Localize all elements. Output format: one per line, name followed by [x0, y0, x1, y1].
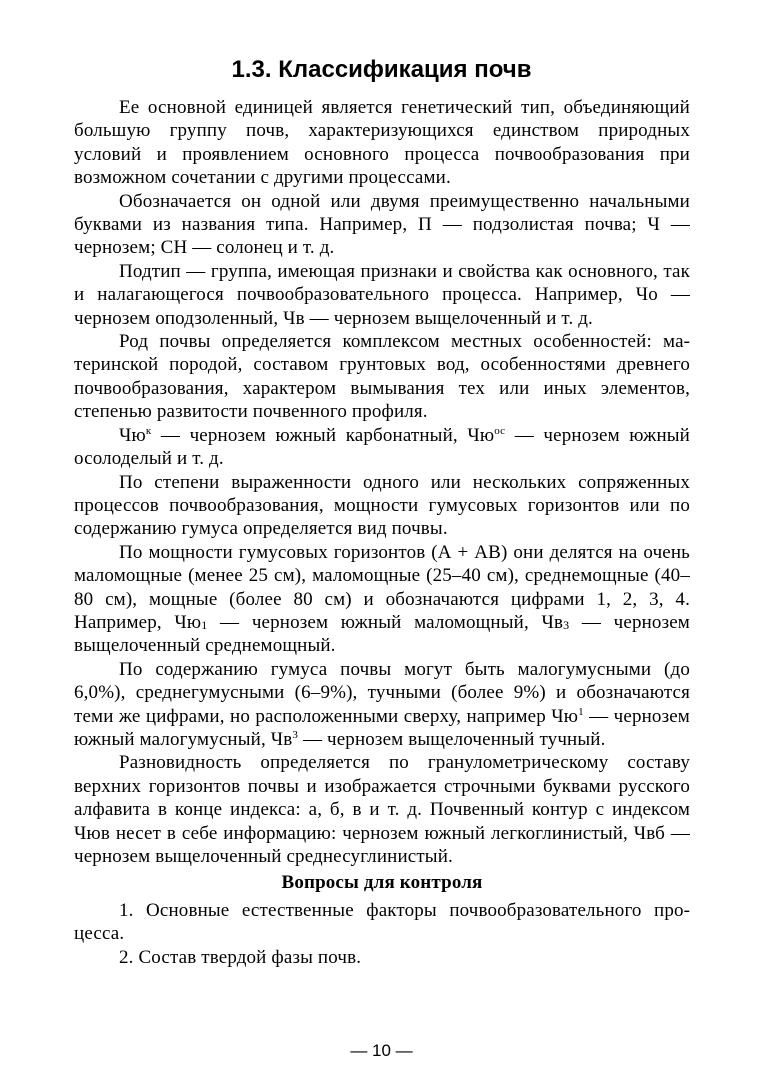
question-item: 2. Состав твердой фазы почв. [119, 946, 362, 968]
text-span: — чернозем выщелоченный тучный. [298, 728, 606, 750]
text-span: По мощности гумусовых горизонтов (А + АВ) они делятся на очень маломощные (менее 25 см), маломощные (25–40 см), среднемощные (40–80 см), мощные (более 80 см) и обозначаются цифрами 1, 2, 3, 4. Например, Чю [74, 541, 690, 633]
superscript: ос [494, 424, 506, 437]
paragraph-notation: Обозначается он одной или двумя преимущественно начальными буквами из названия типа. Например, П — подзолистая почва; Ч — чернозем; СН — солонец и т. д. [74, 190, 690, 259]
paragraph-genus: Род почвы определяется комплексом местных особенностей: материнской породой, составом грунтовых вод, особенностями древнего почвообразования, характером вымывания тех или иных элементов, степенью развитости почвенного профиля. [74, 331, 690, 423]
text-span: — чернозем выщелоченный среднемощный. [74, 611, 690, 657]
page-number: — 10 — [350, 1041, 413, 1060]
paragraph-humus-thickness [74, 541, 690, 658]
text-span: — чернозем южный осолоделый и т. д. [74, 424, 691, 470]
text-span: — чернозем южный карбонатный, Чю [151, 424, 495, 446]
text-span: Чю [119, 424, 146, 446]
paragraph-genetic-type: Ее основной единицей является генетический тип, объединяющий большую группу почв, характеризующихся единством природных условий и проявлением основного процесса почвообразования при возможном сочетании с другими процессами. [74, 97, 690, 189]
text-span: — чернозем южный маломощный, Чв [207, 611, 564, 633]
superscript: 1 [578, 705, 584, 718]
paragraph-variety: Разновидность определяется по гранулометрическому составу верхних горизонтов почвы и изображается строчными буквами русского алфавита в конце индекса: а, б, в и т. д. Почвенный контур с индексом Чюв несет в себе информацию: чернозем южный легкоглинистый, Чвб — чернозем выщелоченный среднесуглинистый. [74, 752, 690, 867]
section-title: 1.3. Классификация почв [231, 56, 532, 83]
subscript: 1 [201, 617, 208, 632]
paragraph-humus-content [74, 658, 690, 752]
question-item: 1. Основные естественные факторы почвообразовательного процесса. [74, 899, 690, 945]
superscript: 3 [292, 728, 299, 741]
text-span: По содержанию гумуса почвы могут быть малогумусными (до 6,0%), среднегумусными (6–9%), тучными (более 9%) и обозначаются теми же цифрами, но расположенными сверху, например Чю [74, 658, 690, 727]
subscript: 3 [563, 617, 570, 632]
questions-heading: Вопросы для контроля [281, 872, 483, 894]
paragraph-genus-examples [74, 424, 690, 471]
paragraph-species: По степени выраженности одного или нескольких сопряженных процессов почвообразования, мощности гумусовых горизонтов или по содержанию гумуса определяется вид почвы. [74, 471, 690, 540]
section-body [74, 96, 690, 969]
superscript: к [145, 424, 152, 437]
paragraph-subtype: Подтип — группа, имеющая признаки и свойства как основного, так и налагающегося почвообразовательного процесса. Например, Чо — чернозем оподзоленный, Чв — чернозем выщелоченный и т. д. [74, 260, 690, 329]
text-span: — чернозем южный малогумусный, Чв [74, 705, 690, 750]
